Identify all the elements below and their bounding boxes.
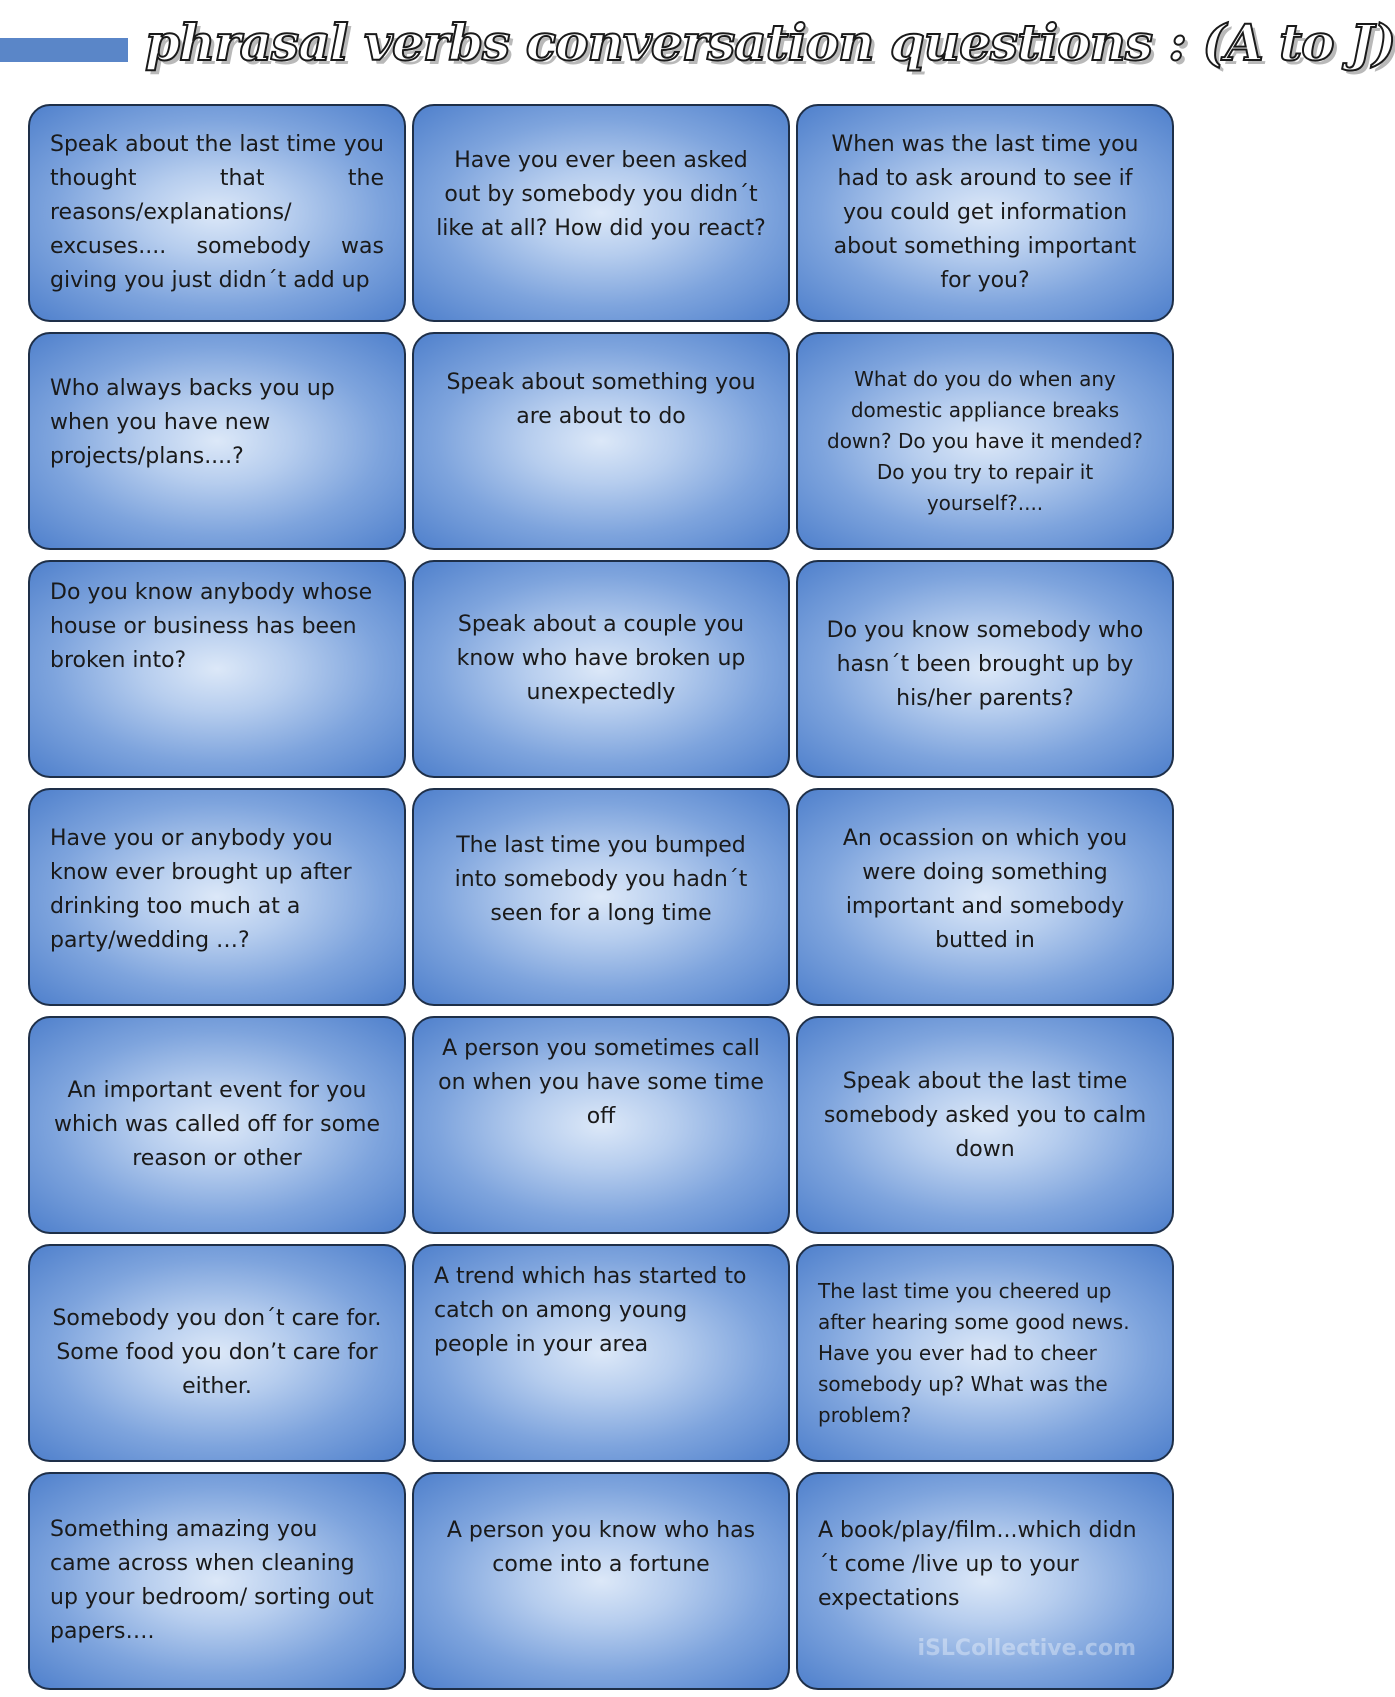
question-text: Have you or anybody you know ever brought up after drinking too much at a party/wedding …?	[50, 826, 352, 953]
question-card	[28, 1472, 406, 1690]
question-card	[412, 1472, 790, 1690]
question-card	[796, 1244, 1174, 1462]
question-text: When was the last time you had to ask around to see if you could get information about something important for you?	[831, 132, 1139, 293]
question-text: Do you know somebody who hasn´t been brought up by his/her parents?	[826, 618, 1144, 711]
question-text: An ocassion on which you were doing something important and somebody butted in	[842, 826, 1128, 953]
question-card	[796, 104, 1174, 322]
question-text: The last time you cheered up after hearing some good news. Have you ever had to cheer somebody up? What was the problem?	[818, 1278, 1130, 1427]
question-text: The last time you bumped into somebody you hadn´t seen for a long time	[454, 833, 748, 926]
question-card	[412, 1244, 790, 1462]
question-card	[796, 1472, 1174, 1690]
watermark-logo: iSLCollective.com	[917, 1636, 1136, 1661]
question-card	[28, 1016, 406, 1234]
question-text: Speak about the last time you thought that the reasons/explanations/ excuses.... somebody was giving you just didn´t add up	[50, 132, 384, 293]
question-text: A person you sometimes call on when you have some time off	[438, 1036, 764, 1129]
question-text: A book/play/film...which didn´t come /live up to your expectations	[818, 1518, 1137, 1611]
question-card	[28, 560, 406, 778]
question-card-grid	[28, 104, 1174, 1688]
question-text: Speak about a couple you know who have broken up unexpectedly	[456, 612, 746, 705]
question-card	[796, 560, 1174, 778]
page-title: phrasal verbs conversation questions : (A to J)	[145, 13, 1395, 72]
question-text: Something amazing you came across when cleaning up your bedroom/ sorting out papers….	[50, 1517, 374, 1644]
question-text: Speak about something you are about to do	[446, 370, 756, 429]
question-card	[28, 332, 406, 550]
question-text: Have you ever been asked out by somebody you didn´t like at all? How did you react?	[436, 148, 766, 241]
question-card	[796, 332, 1174, 550]
question-text: What do you do when any domestic appliance breaks down? Do you have it mended? Do you try to repair it yourself?....	[827, 366, 1143, 515]
question-card	[412, 104, 790, 322]
question-card	[796, 1016, 1174, 1234]
question-card	[412, 332, 790, 550]
question-text: A person you know who has come into a fortune	[446, 1518, 756, 1577]
question-card	[412, 560, 790, 778]
question-card	[412, 1016, 790, 1234]
question-card	[28, 104, 406, 322]
title-accent-bar	[0, 38, 128, 62]
question-text: An important event for you which was called off for some reason or other	[53, 1078, 381, 1171]
question-text: Speak about the last time somebody asked you to calm down	[823, 1069, 1147, 1162]
question-text: Somebody you don´t care for. Some food you don’t care for either.	[52, 1306, 382, 1399]
question-card	[796, 788, 1174, 1006]
question-card	[412, 788, 790, 1006]
question-text: Do you know anybody whose house or business has been broken into?	[50, 580, 373, 673]
question-text: Who always backs you up when you have new projects/plans....?	[50, 376, 335, 469]
question-text: A trend which has started to catch on among young people in your area	[434, 1264, 747, 1357]
question-card	[28, 1244, 406, 1462]
question-card	[28, 788, 406, 1006]
